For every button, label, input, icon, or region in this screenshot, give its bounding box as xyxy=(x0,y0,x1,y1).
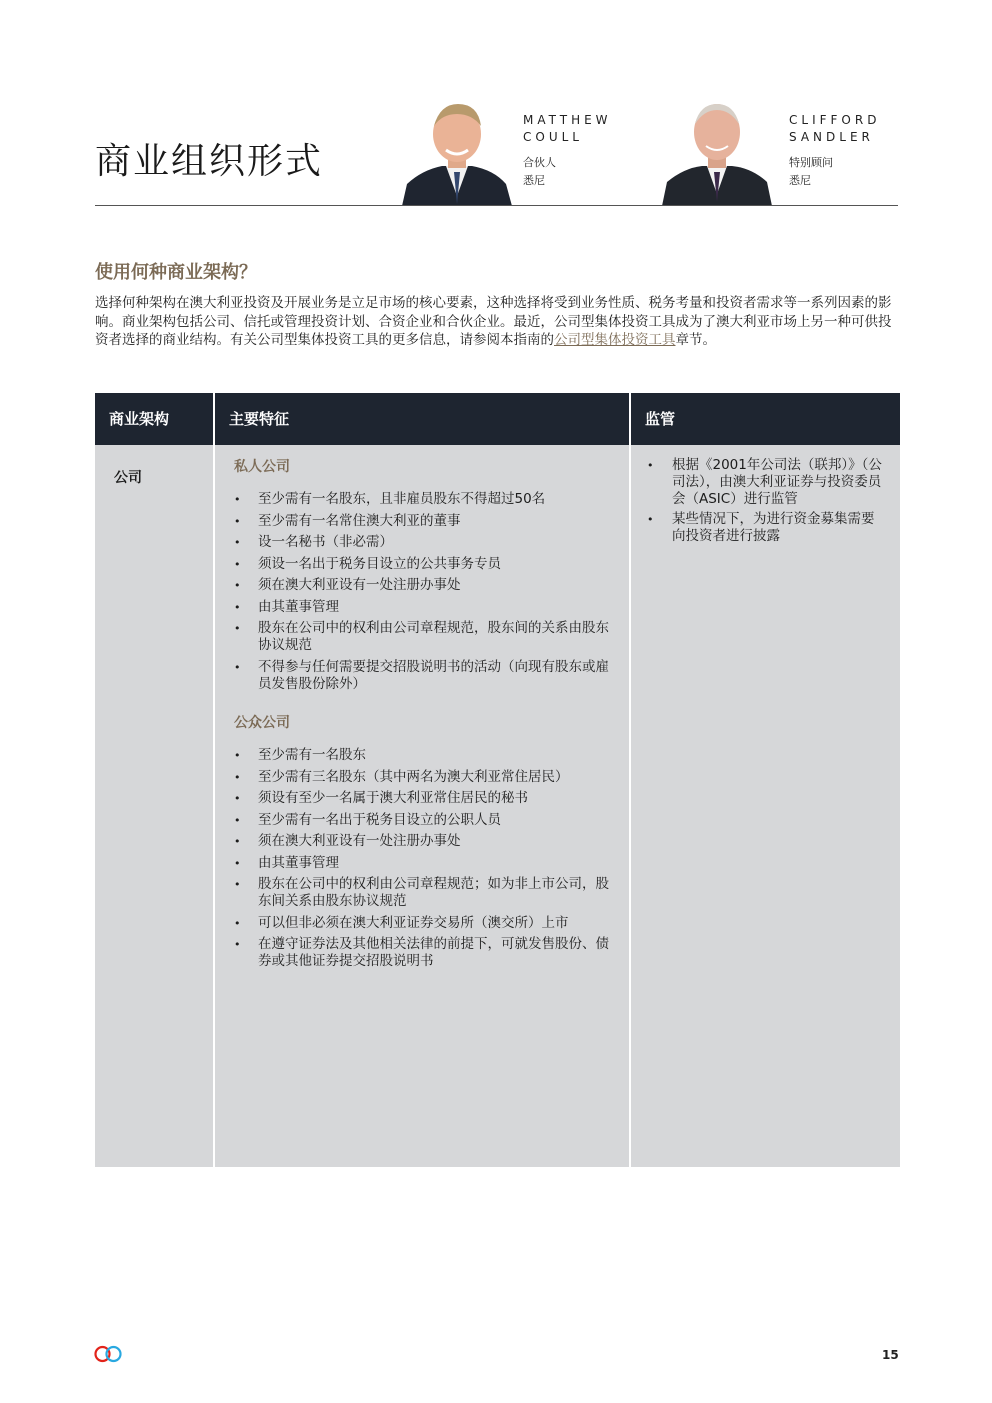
list-item: • 股东在公司中的权利由公司章程规范，股东间的关系由股东协议规范 xyxy=(234,620,619,654)
person-city: 悉尼 xyxy=(789,174,811,187)
column-divider xyxy=(213,393,215,1167)
person-city: 悉尼 xyxy=(523,174,545,187)
list-item: • 不得参与任何需要提交招股说明书的活动（向现有股东或雇员发售股份除外） xyxy=(234,659,619,693)
public-company-list xyxy=(234,747,619,970)
brand-logo xyxy=(93,1345,125,1363)
list-item: • 至少需有一名出于税务目设立的公职人员 xyxy=(234,812,619,829)
person-info-matthew-coull xyxy=(523,112,612,190)
person-photo-matthew-coull xyxy=(402,96,512,206)
person-name-line1: CLIFFORD xyxy=(789,113,881,127)
list-item: • 须在澳大利亚设有一处注册办事处 xyxy=(234,833,619,850)
column-header-regulation: 监管 xyxy=(645,410,676,428)
list-item: • 须在澳大利亚设有一处注册办事处 xyxy=(234,577,619,594)
person-name-line1: MATTHEW xyxy=(523,113,612,127)
list-item: • 须设有至少一名属于澳大利亚常住居民的秘书 xyxy=(234,790,619,807)
list-item: • 至少需有一名股东 xyxy=(234,747,619,764)
list-item: • 由其董事管理 xyxy=(234,599,619,616)
person-name-line2: COULL xyxy=(523,130,583,144)
list-item: • 可以但非必须在澳大利亚证券交易所（澳交所）上市 xyxy=(234,915,619,932)
intro-text: 选择何种架构在澳大利亚投资及开展业务是立足市场的核心要素，这种选择将受到业务性质、税务考量和投资者需求等一系列因素的影响。商业架构包括公司、信托或管理投资计划、合资企业和合伙企业。最近，公司型集体投资工具成为了澳大利亚市场上另一种可供投资者选择的商业结构。有关公司型集体投资工具的更多信息，请参阅本指南的 xyxy=(95,295,892,348)
person-role: 合伙人 xyxy=(523,156,556,169)
private-company-title: 私人公司 xyxy=(234,459,290,475)
person-name-line2: SANDLER xyxy=(789,130,874,144)
business-structure-table xyxy=(95,393,900,1167)
list-item: • 至少需有三名股东（其中两名为澳大利亚常住居民） xyxy=(234,769,619,786)
intro-text-end: 章节。 xyxy=(675,332,716,348)
features-cell xyxy=(234,457,619,975)
guide-link[interactable]: 公司型集体投资工具 xyxy=(554,332,676,348)
header-divider xyxy=(95,205,898,206)
private-company-list xyxy=(234,491,619,693)
column-header-structure: 商业架构 xyxy=(109,410,170,428)
list-item: • 设一名秘书（非必需） xyxy=(234,534,619,551)
column-header-features: 主要特征 xyxy=(229,410,290,428)
page-number: 15 xyxy=(882,1348,899,1362)
list-item: • 根据《2001年公司法（联邦）》（公司法），由澳大利亚证券与投资委员会（ASIC）进行监管 xyxy=(647,457,887,508)
public-company-title: 公众公司 xyxy=(234,715,290,731)
list-item: • 须设一名出于税务目设立的公共事务专员 xyxy=(234,556,619,573)
row-label-company: 公司 xyxy=(114,470,142,486)
column-divider xyxy=(629,393,631,1167)
section-heading: 使用何种商业架构？ xyxy=(95,262,257,283)
list-item: • 由其董事管理 xyxy=(234,855,619,872)
list-item: • 在遵守证券法及其他相关法律的前提下，可就发售股份、债券或其他证券提交招股说明书 xyxy=(234,936,619,970)
person-info-clifford-sandler xyxy=(789,112,880,190)
intro-paragraph xyxy=(95,294,900,350)
regulation-list xyxy=(647,457,887,545)
table-header xyxy=(95,393,900,445)
list-item: • 至少需有一名股东，且非雇员股东不得超过50名 xyxy=(234,491,619,508)
person-role: 特别顾问 xyxy=(789,156,833,169)
list-item: • 某些情况下，为进行资金募集需要向投资者进行披露 xyxy=(647,511,887,545)
list-item: • 股东在公司中的权利由公司章程规范；如为非上市公司，股东间关系由股东协议规范 xyxy=(234,876,619,910)
regulation-cell xyxy=(647,457,887,548)
person-photo-clifford-sandler xyxy=(662,96,772,206)
page-title: 商业组织形式 xyxy=(95,141,324,182)
list-item: • 至少需有一名常住澳大利亚的董事 xyxy=(234,513,619,530)
